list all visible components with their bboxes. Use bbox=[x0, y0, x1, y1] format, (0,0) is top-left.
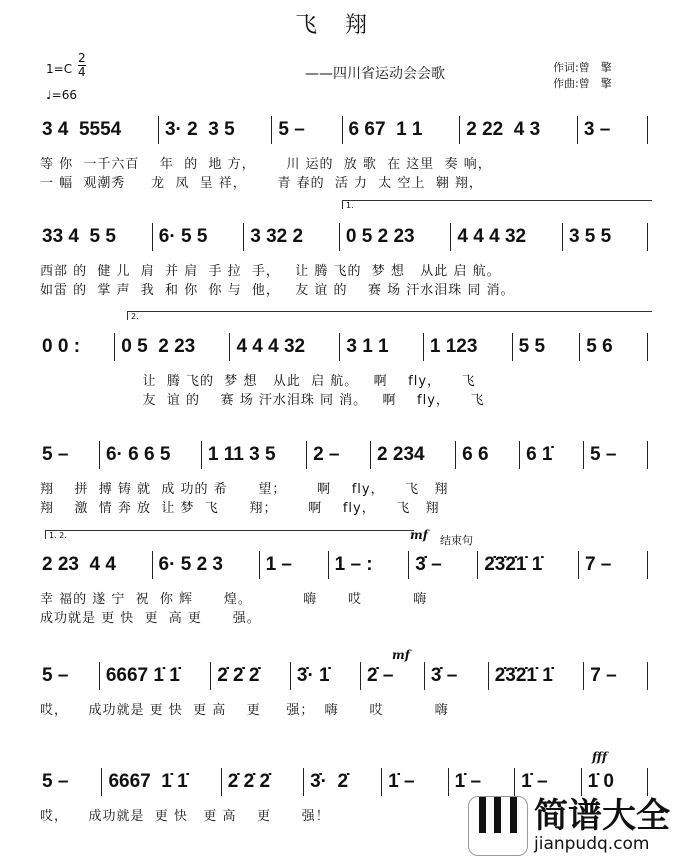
measure: 3· 2 3 5 bbox=[158, 116, 271, 144]
lyric-line: 成功就是 更 快 更 高 更 强。 bbox=[40, 611, 261, 626]
measure: 6 1̇ bbox=[519, 441, 583, 469]
measure: 3 1 1 bbox=[339, 333, 423, 361]
measure: 2̇ 2̇ 2̇ bbox=[210, 662, 290, 690]
measure: 4 4 4 32 bbox=[450, 223, 562, 251]
measure: 2 22 4 3 bbox=[459, 116, 577, 144]
measure: 0 5 2 23 bbox=[339, 223, 451, 251]
lyric-line: 翔 激 情 奔 放 让 梦 飞 翔； 啊 fly， 飞 翔 bbox=[40, 501, 440, 516]
measure: 5 – bbox=[42, 771, 69, 792]
time-top: 2 bbox=[78, 51, 86, 65]
measure: 1 – : bbox=[328, 551, 409, 579]
key-signature: 1=C bbox=[46, 62, 73, 76]
lyric-line: 西部 的 健 儿 肩 并 肩 手 拉 手， 让 腾 飞的 梦 想 从此 启 航。 bbox=[40, 264, 501, 279]
measure: 3 5 5 bbox=[562, 223, 648, 251]
measure: 5 6 bbox=[579, 333, 648, 361]
time-signature bbox=[78, 52, 86, 79]
system-5 bbox=[40, 550, 648, 580]
measure: 0 0 : bbox=[42, 336, 81, 357]
measure: 6 6 bbox=[455, 441, 519, 469]
lyricist: 作词:曾 擎 bbox=[553, 61, 612, 74]
measure: 33 4 5 5 bbox=[42, 226, 116, 247]
measure: 4 4 4 32 bbox=[229, 333, 339, 361]
measure: 3 32 2 bbox=[243, 223, 339, 251]
lyric-line: 如雷 的 掌 声 我 和 你 你 与 他， 友 谊 的 赛 场 汗水泪珠 同 消。 bbox=[40, 283, 515, 298]
watermark-logo bbox=[468, 796, 670, 856]
measure: 5 – bbox=[42, 444, 69, 465]
dynamic-fff: fff bbox=[592, 750, 608, 764]
measure: 2 234 bbox=[370, 441, 455, 469]
lyric-line: 让 腾 飞的 梦 想 从此 启 航。 啊 fly， 飞 bbox=[40, 374, 476, 389]
credits bbox=[553, 60, 612, 92]
measure: 6667 1̇ 1̇ bbox=[99, 662, 210, 690]
system-1 bbox=[40, 115, 648, 145]
measure: 5 5 bbox=[512, 333, 580, 361]
measure: 1̇ – bbox=[514, 768, 580, 796]
subtitle: ——四川省运动会会歌 bbox=[305, 66, 445, 82]
measure: 6667 1̇ 1̇ bbox=[101, 768, 220, 796]
measure: 1 11 3 5 bbox=[201, 441, 306, 469]
measure: 1̇ – bbox=[448, 768, 514, 796]
measure: 2 – bbox=[306, 441, 370, 469]
time-bottom: 4 bbox=[78, 65, 86, 79]
measure: 3 4 5554 bbox=[42, 119, 122, 140]
system-4 bbox=[40, 440, 648, 470]
ending-label: 结束句 bbox=[440, 534, 473, 547]
volta-1-2: 1. 2. bbox=[45, 530, 414, 539]
measure: 0 5 2 23 bbox=[114, 333, 229, 361]
measure: 7 – bbox=[583, 662, 648, 690]
system-3 bbox=[40, 332, 648, 362]
song-title: 飞翔 bbox=[294, 13, 395, 38]
measure: 1 123 bbox=[423, 333, 512, 361]
measure: 3̇ – bbox=[424, 662, 488, 690]
watermark-cn: 简谱大全 bbox=[534, 796, 670, 836]
measure: 5 – bbox=[271, 116, 341, 144]
system-7 bbox=[40, 767, 648, 797]
measure: 6· 5 5 bbox=[152, 223, 243, 251]
measure: 3̇ – bbox=[408, 551, 477, 579]
piano-keys-icon bbox=[468, 796, 528, 856]
measure: 1 – bbox=[259, 551, 328, 579]
measure: 2̇ – bbox=[360, 662, 424, 690]
dynamic-mf: mf bbox=[410, 528, 428, 542]
measure: 6 67 1 1 bbox=[342, 116, 460, 144]
watermark-url: jianpudq.com bbox=[534, 834, 650, 854]
system-6 bbox=[40, 661, 648, 691]
volta-1: 1. bbox=[342, 200, 652, 209]
volta-2: 2. bbox=[127, 311, 652, 320]
tempo-mark: ♩=66 bbox=[46, 88, 77, 102]
measure: 2̇3̇2̇1̇ 1̇ bbox=[477, 551, 578, 579]
measure: 1̇ – bbox=[381, 768, 447, 796]
lyric-line: 友 谊 的 赛 场 汗水泪珠 同 消。 啊 fly， 飞 bbox=[40, 393, 485, 408]
lyric-line: 哎， 成功就是 更 快 更 高 更 强； 嗨 哎 嗨 bbox=[40, 703, 449, 718]
measure: 2 23 4 4 bbox=[42, 554, 116, 575]
lyric-line: 等 你 一千六百 年 的 地 方， 川 运的 放 歌 在 这里 奏 响， bbox=[40, 157, 492, 172]
lyric-line: 一 幅 观潮秀 龙 凤 呈 祥， 青 春的 活 力 太 空上 翱 翔， bbox=[40, 176, 483, 191]
measure: 5 – bbox=[583, 441, 648, 469]
measure: 2̇3̇2̇1̇ 1̇ bbox=[488, 662, 584, 690]
lyric-line: 哎， 成功就是 更 快 更 高 更 强！ bbox=[40, 809, 330, 824]
lyric-line: 翔 拼 搏 铸 就 成 功的 希 望； 啊 fly， 飞 翔 bbox=[40, 482, 449, 497]
measure: 3 – bbox=[577, 116, 648, 144]
measure: 3̇· 2̇ bbox=[303, 768, 381, 796]
measure: 5 – bbox=[42, 665, 69, 686]
composer: 作曲:曾 擎 bbox=[553, 77, 612, 90]
measure: 3̇· 1̇ bbox=[290, 662, 360, 690]
measure: 1̇ 0 bbox=[581, 768, 648, 796]
measure: 6· 5 2 3 bbox=[152, 551, 259, 579]
measure: 6· 6 6 5 bbox=[99, 441, 201, 469]
dynamic-mf-2: mf bbox=[392, 648, 410, 662]
lyric-line: 幸 福的 遂 宁 祝 你 辉 煌。 嗨 哎 嗨 bbox=[40, 592, 428, 607]
measure: 2̇ 2̇ 2̇ bbox=[221, 768, 303, 796]
measure: 7 – bbox=[578, 551, 648, 579]
system-2 bbox=[40, 222, 648, 252]
